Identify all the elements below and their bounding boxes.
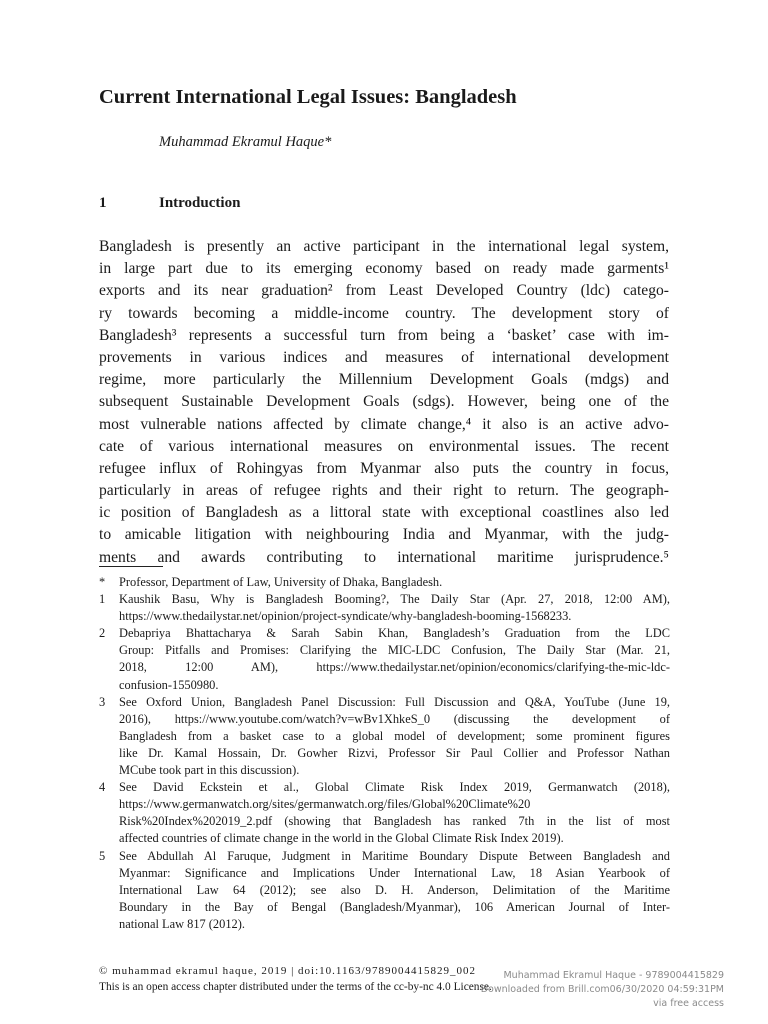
body-line: most vulnerable nations affected by climate change,⁴ it also is an active advo- bbox=[99, 415, 669, 433]
footnote-line: See Oxford Union, Bangladesh Panel Discussion: Full Discussion and Q&A, YouTube (June 19, bbox=[119, 694, 670, 709]
footnote-line: Bangladesh from a basket case to a global model of development; some prominent figures bbox=[119, 728, 670, 743]
body-paragraph bbox=[99, 236, 669, 569]
footnote-mark: 4 bbox=[99, 780, 106, 795]
footnote bbox=[99, 591, 670, 625]
body-line: ic position of Bangladesh as a littoral state with exceptional coastlines also led bbox=[99, 504, 669, 522]
footnote-line: See Abdullah Al Faruque, Judgment in Maritime Boundary Dispute Between Bangladesh and bbox=[119, 848, 670, 863]
footnote-line: https://www.thedailystar.net/opinion/project-syndicate/why-bangladesh-booming-1568233. bbox=[119, 609, 572, 624]
footnotes bbox=[99, 574, 670, 933]
body-line: refugee influx of Rohingyas from Myanmar also puts the country in focus, bbox=[99, 459, 669, 477]
body-line: regime, more particularly the Millennium Development Goals (mdgs) and bbox=[99, 371, 669, 389]
body-line: subsequent Sustainable Development Goals (sdgs). However, being one of the bbox=[99, 393, 669, 411]
download-watermark: via free access bbox=[653, 998, 724, 1009]
body-line: Bangladesh is presently an active participant in the international legal system, bbox=[99, 238, 669, 255]
footnote-mark: * bbox=[99, 575, 106, 589]
body-line: Bangladesh³ represents a successful turn from being a ‘basket’ case with im- bbox=[99, 326, 669, 344]
section-title: Introduction bbox=[159, 195, 241, 211]
footnote-line: MCube took part in this discussion). bbox=[119, 763, 300, 778]
body-line: particularly in areas of refugee rights and their right to return. The geograph- bbox=[99, 482, 669, 500]
footnote bbox=[99, 694, 670, 779]
body-line: ments and awards contributing to international maritime jurisprudence.⁵ bbox=[99, 548, 669, 566]
footnote-line: Risk%20Index%202019_2.pdf (showing that Bangladesh has ranked 7th in the list of most bbox=[119, 814, 670, 829]
footnote-line: Debapriya Bhattacharya & Sarah Sabin Khan, Bangladesh’s Graduation from the LDC bbox=[119, 626, 670, 641]
body-line: ry towards becoming a middle-income country. The development story of bbox=[99, 304, 669, 322]
footnote-line: like Dr. Kamal Hossain, Dr. Gowher Rizvi, Professor Sir Paul Collier and Professor Nathan bbox=[119, 745, 670, 760]
footnote-line: https://www.germanwatch.org/sites/germanwatch.org/files/Global%20Climate%20 bbox=[119, 797, 531, 812]
footnote-line: 2018, 12:00 AM), https://www.thedailystar.net/opinion/economics/clarifying-the-mic-ldc- bbox=[119, 660, 670, 675]
footnote-mark: 1 bbox=[99, 592, 106, 607]
page-title: Current International Legal Issues: Bangladesh bbox=[99, 86, 517, 108]
footnote-line: Kaushik Basu, Why is Bangladesh Booming?, The Daily Star (Apr. 27, 2018, 12:00 AM), bbox=[119, 592, 670, 607]
footnote-mark: 5 bbox=[99, 848, 106, 863]
license-line: This is an open access chapter distributed under the terms of the cc-by-nc 4.0 License. bbox=[99, 981, 492, 993]
copyright-line: © muhammad ekramul haque, 2019 | doi:10.1163/9789004415829_002 bbox=[99, 965, 477, 977]
footnote-line: national Law 817 (2012). bbox=[119, 916, 245, 931]
footnote-line: See David Eckstein et al., Global Climate Risk Index 2019, Germanwatch (2018), bbox=[119, 780, 670, 795]
footnote bbox=[99, 574, 670, 591]
footnote-line: affected countries of climate change in the world in the Global Climate Risk Index 2019). bbox=[119, 831, 564, 846]
footnote bbox=[99, 848, 670, 933]
footnote bbox=[99, 779, 670, 847]
body-line: cate of various international measures on environmental issues. The recent bbox=[99, 437, 669, 455]
footnote bbox=[99, 625, 670, 693]
author-name: Muhammad Ekramul Haque* bbox=[159, 134, 332, 150]
footnote-line: International Law 64 (2012); see also D. H. Anderson, Delimitation of the Maritime bbox=[119, 882, 670, 897]
footnote-mark: 3 bbox=[99, 694, 106, 709]
download-watermark: Muhammad Ekramul Haque - 9789004415829 bbox=[503, 970, 724, 981]
body-line: to amicable litigation with neighbouring India and Myanmar, with the judg- bbox=[99, 526, 669, 544]
footnote-mark: 2 bbox=[99, 626, 106, 641]
footnote-line: confusion-1550980. bbox=[119, 677, 219, 692]
footnote-line: Myanmar: Significance and Implications Under International Law, 18 Asian Yearbook of bbox=[119, 865, 670, 880]
footnote-line: 2016), https://www.youtube.com/watch?v=wBv1XhkeS_0 (discussing the development of bbox=[119, 711, 670, 726]
body-line: exports and its near graduation² from Least Developed Country (ldc) catego- bbox=[99, 282, 669, 300]
body-line: provements in various indices and measures of international development bbox=[99, 348, 669, 366]
footnote-line: Boundary in the Bay of Bengal (Bangladesh/Myanmar), 106 American Journal of Inter- bbox=[119, 899, 670, 914]
footnote-divider bbox=[99, 566, 163, 567]
footnote-line: Group: Pitfalls and Promises: Clarifying the MIC-LDC Confusion, The Daily Star (Mar. 21, bbox=[119, 643, 670, 658]
footnote-line: Professor, Department of Law, University of Dhaka, Bangladesh. bbox=[119, 575, 443, 589]
body-line: in large part due to its emerging economy based on ready made garments¹ bbox=[99, 260, 669, 278]
download-watermark: Downloaded from Brill.com06/30/2020 04:59:31PM bbox=[480, 984, 724, 995]
section-number: 1 bbox=[99, 195, 107, 211]
